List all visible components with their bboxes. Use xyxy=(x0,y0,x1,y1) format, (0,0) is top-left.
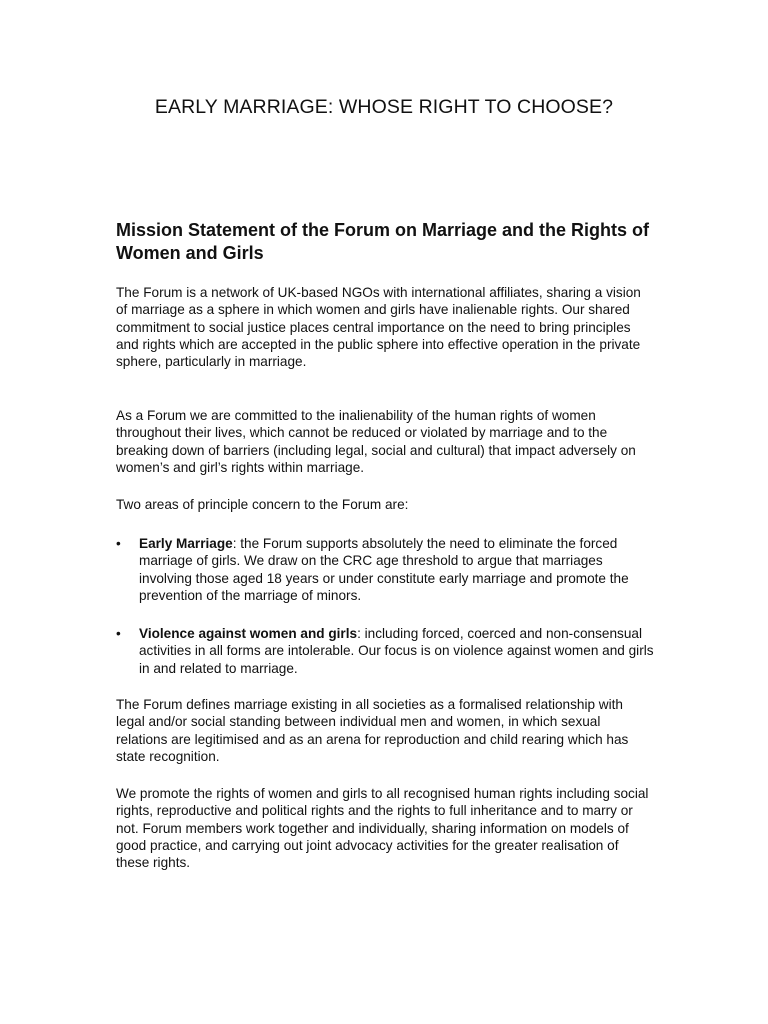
bullet-marker: • xyxy=(116,626,121,641)
bullet-description: : including forced, coerced and non-consensual activities in all forms are intolerable. Our focus is on violence against women and girls in and related to marriage. xyxy=(139,626,654,676)
bullet-term: Early Marriage xyxy=(139,536,233,551)
document-title: EARLY MARRIAGE: WHOSE RIGHT TO CHOOSE? xyxy=(154,96,614,118)
bullet-description: : the Forum supports absolutely the need to eliminate the forced marriage of girls. We draw on the CRC age threshold to argue that marriages involving those aged 18 years or under constitute early marriage and promote the prevention of the marriage of minors. xyxy=(139,536,629,603)
paragraph-forum-commitment: As a Forum we are committed to the inalienability of the human rights of women throughout their lives, which cannot be reduced or violated by marriage and to the breaking down of barriers (including legal, social and cultural) that impact adversely on women’s and girl’s rights within marriage. xyxy=(116,408,636,475)
bullet-term: Violence against women and girls xyxy=(139,626,358,641)
bullet-text xyxy=(139,535,654,604)
bullet-marker: • xyxy=(116,536,121,551)
paragraph-rights-promotion: We promote the rights of women and girls to all recognised human rights including social rights, reproductive and political rights and the rights to full inheritance and to marry or not. Forum members work together and individually, sharing information on models of good practice, and carrying out joint advocacy activities for the greater realisation of these rights. xyxy=(116,786,649,871)
paragraph-marriage-definition: The Forum defines marriage existing in all societies as a formalised relationship with legal and/or social standing between individual men and women, in which sexual relations are legitimised and as an arena for reproduction and child rearing which has state recognition. xyxy=(116,697,629,764)
paragraph-forum-network: The Forum is a network of UK-based NGOs with international affiliates, sharing a vision of marriage as a sphere in which women and girls have inalienable rights. Our shared commitment to social justice places central importance on the need to bring principles and rights which are accepted in the public sphere into effective operation in the private sphere, particularly in marriage. xyxy=(116,285,641,370)
bullet-text xyxy=(139,625,654,677)
mission-statement-heading: Mission Statement of the Forum on Marriage and the Rights of Women and Girls xyxy=(116,220,650,263)
paragraph-concern-intro: Two areas of principle concern to the Forum are: xyxy=(116,497,409,512)
